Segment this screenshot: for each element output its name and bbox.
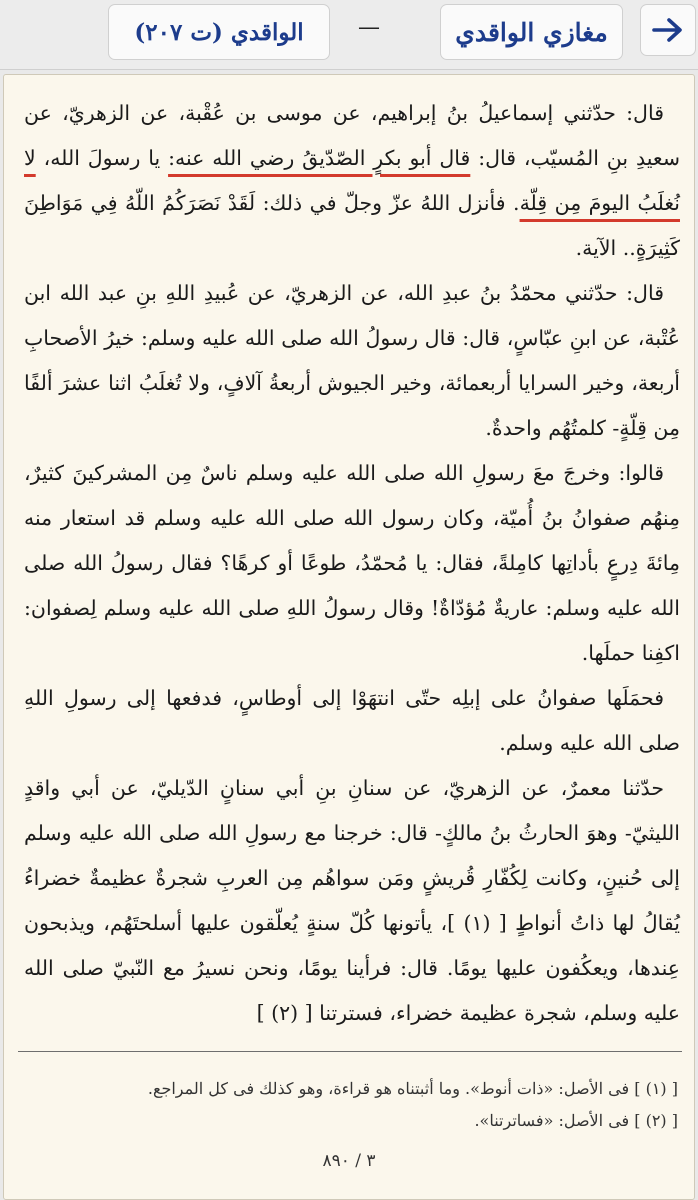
p1-text-b: يا رسولَ الله،: [35, 146, 169, 170]
author-button[interactable]: الواقدي (ت ٢٠٧): [108, 4, 330, 60]
page-number: ٣ / ٨٩٠: [322, 1151, 376, 1171]
book-title-button[interactable]: مغازي الواقدي: [440, 4, 623, 60]
book-page: [3, 74, 695, 1200]
p1-text-c: . فأنزل اللهُ عزّ وجلّ في ذلك: لَقَدْ نَصَرَكُمُ اللّهُ فِي مَوَاطِنَ كَثِيرَةٍ.. الآية.: [24, 191, 680, 260]
footnote-divider: [18, 1051, 682, 1052]
top-bar: [0, 0, 698, 70]
footnote-1: [ (١) ] فى الأصل: «ذات أنوط». وما أثبتناه هو قراءة، وهو كذلك فى كل المراجع.: [147, 1079, 678, 1098]
paragraph-2: قال: حدّثني محمّدُ بنُ عبدِ الله، عن الزهريّ، عن عُبيدِ اللهِ بنِ عبد الله ابن عُتْبة، عن ابنِ عبّاسٍ، قال: قال رسولُ الله صلى الله عليه وسلم: خيرُ الأصحابِ أربعة، وخير السرايا أربعمائة، وخير الجيوش أربعةُ آلافٍ، ولا تُغلَبُ اثنا عشرَ ألفًا مِن قِلّةٍ- كلمتُهُم واحدةٌ.: [24, 281, 680, 440]
title-separator: —: [358, 15, 380, 40]
highlight-quote: لا نُغلَبُ اليومَ مِن قِلّة: [24, 146, 680, 215]
paragraph-4: فحمَلَها صفوانُ على إبلِه حتّى انتهَوْا إلى أوطاسٍ، فدفعها إلى رسولِ اللهِ صلى الله عليه وسلم.: [24, 686, 680, 755]
paragraph-3: قالوا: وخرجَ معَ رسولِ الله صلى الله عليه وسلم ناسٌ مِن المشركينَ كثيرٌ، مِنهُم صفوانُ بنُ أُميّة، وكان رسول الله صلى الله عليه وسلم قد استعار منه مِائةَ دِرعٍ بأداتِها كامِلةً، فقال: يا مُحمّدُ، طوعًا أو كرهًا؟ فقال رسولُ الله صلى الله عليه وسلم: عاريةٌ مُؤدّاةٌ! وقال رسولُ اللهِ صلى الله عليه وسلم لِصفوان: اكفِنا حملَها.: [24, 461, 680, 665]
highlight-abu-bakr: قال أبو بكرٍ الصّدّيقُ رضي الله عنه:: [168, 146, 471, 170]
p1-text-a: قال: حدّثني إسماعيلُ بنُ إبراهيم، عن موسى بن عُقْبة، عن الزهريّ، عن سعيدِ بنِ المُسيّب، قال:: [24, 101, 681, 170]
paragraph-5: حدّثنا معمرٌ، عن الزهريّ، عن سنانِ بنِ أبي سنانٍ الدّيليّ، عن أبي واقدٍ الليثيّ- وهوَ الحارثُ بنُ مالكٍ- قال: خرجنا مع رسولِ الله صلى الله عليه وسلم إلى حُنينٍ، وكانت لِكُفّارِ قُريشٍ ومَن سواهُم مِن العربِ شجرةٌ عظيمةٌ خضراءُ يُقالُ لها ذاتُ أنواطٍ [ (١) ]، يأتونها كُلّ سنةٍ يُعلّقون عليها أسلحتَهُم، ويذبحون عِندها، ويعكُفون عليها يومًا. قال: فرأينا يومًا، ونحن نسيرُ مع النّبيّ صلى الله عليه وسلم، شجرة عظيمة خضراء، فسترتنا [ (٢) ]: [24, 776, 680, 1025]
back-button[interactable]: [640, 4, 696, 56]
footnotes: [28, 1073, 678, 1137]
page-body: [24, 91, 680, 1036]
arrow-right-icon: [652, 17, 684, 43]
footnote-2: [ (٢) ] فى الأصل: «فساترتنا».: [474, 1111, 678, 1130]
paragraph-1: [24, 91, 680, 271]
